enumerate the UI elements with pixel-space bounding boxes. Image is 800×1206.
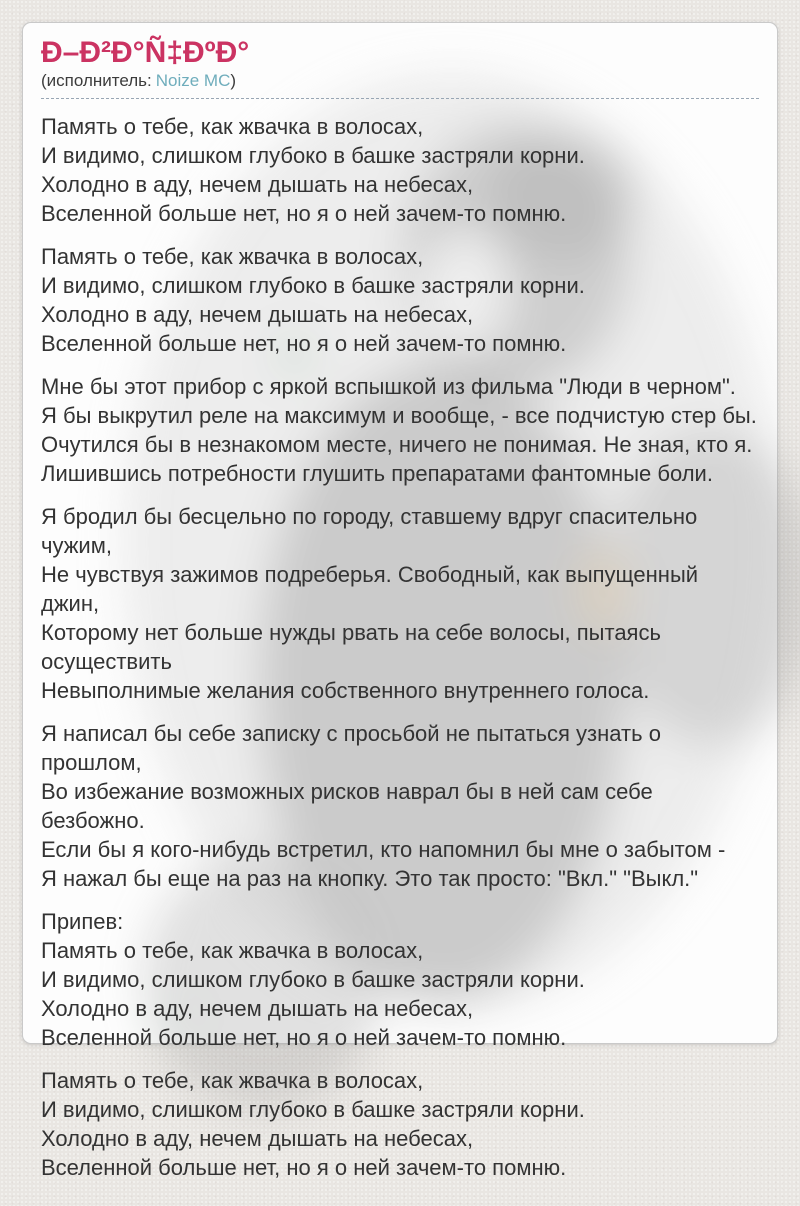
lyric-line: Которому нет больше нужды рвать на себе волосы, пытаясь осуществить — [41, 620, 661, 674]
lyric-line: И видимо, слишком глубоко в башке застряли корни. — [41, 143, 585, 168]
lyric-line: Если бы я кого-нибудь встретил, кто напомнил бы мне о забытом - — [41, 837, 726, 862]
lyric-line: Холодно в аду, нечем дышать на небесах, — [41, 1126, 474, 1151]
lyrics-stanza — [41, 372, 759, 488]
lyric-line: Во избежание возможных рисков наврал бы в ней сам себе безбожно. — [41, 779, 653, 833]
lyrics-stanza — [41, 1066, 759, 1182]
lyrics-card — [22, 22, 778, 1180]
lyric-line: И видимо, слишком глубоко в башке застряли корни. — [41, 273, 585, 298]
artist-link[interactable]: Noize MC — [155, 71, 231, 90]
lyric-line: Очутился бы в незнакомом месте, ничего не понимая. Не зная, кто я. — [41, 432, 753, 457]
lyric-line: Я бы выкрутил реле на максимум и вообще, - все подчистую стер бы. — [41, 403, 757, 428]
lyrics-stanza — [41, 502, 759, 705]
lyric-line: Холодно в аду, нечем дышать на небесах, — [41, 302, 474, 327]
lyric-line: Невыполнимые желания собственного внутреннего голоса. — [41, 678, 650, 703]
lyric-line: Вселенной больше нет, но я о ней зачем-то помню. — [41, 1155, 567, 1180]
lyric-line: Припев: — [41, 909, 124, 934]
lyrics-stanza — [41, 719, 759, 893]
lyric-line: Я бродил бы бесцельно по городу, ставшему вдруг спасительно чужим, — [41, 504, 698, 558]
lyric-line: Память о тебе, как жвачка в волосах, — [41, 244, 424, 269]
lyric-line: Память о тебе, как жвачка в волосах, — [41, 938, 424, 963]
artist-line — [41, 71, 759, 91]
lyric-line: Я нажал бы еще на раз на кнопку. Это так просто: "Вкл." "Выкл." — [41, 866, 699, 891]
lyrics-text — [41, 112, 759, 1182]
lyric-line: Не чувствуя зажимов подреберья. Свободный, как выпущенный джин, — [41, 562, 699, 616]
lyric-line: Память о тебе, как жвачка в волосах, — [41, 114, 424, 139]
song-title: Ð–Ð²Ð°Ñ‡ÐºÐ° — [41, 36, 250, 69]
card-content — [23, 23, 777, 1206]
artist-label-close: ) — [230, 71, 237, 90]
lyric-line: Холодно в аду, нечем дышать на небесах, — [41, 996, 474, 1021]
lyric-line: Мне бы этот прибор с яркой вспышкой из фильма "Люди в черном". — [41, 374, 736, 399]
lyrics-stanza — [41, 907, 759, 1052]
lyrics-stanza — [41, 112, 759, 228]
song-header — [41, 36, 759, 99]
lyric-line: Вселенной больше нет, но я о ней зачем-то помню. — [41, 331, 567, 356]
lyric-line: Холодно в аду, нечем дышать на небесах, — [41, 172, 474, 197]
lyric-line: Вселенной больше нет, но я о ней зачем-то помню. — [41, 1025, 567, 1050]
lyric-line: Лишившись потребности глушить препаратами фантомные боли. — [41, 461, 713, 486]
lyric-line: Вселенной больше нет, но я о ней зачем-то помню. — [41, 201, 567, 226]
lyric-line: Я написал бы себе записку с просьбой не пытаться узнать о прошлом, — [41, 721, 661, 775]
artist-label: (исполнитель: — [41, 71, 152, 90]
lyric-line: И видимо, слишком глубоко в башке застряли корни. — [41, 1097, 585, 1122]
lyrics-stanza — [41, 242, 759, 358]
lyric-line: Память о тебе, как жвачка в волосах, — [41, 1068, 424, 1093]
lyric-line: И видимо, слишком глубоко в башке застряли корни. — [41, 967, 585, 992]
